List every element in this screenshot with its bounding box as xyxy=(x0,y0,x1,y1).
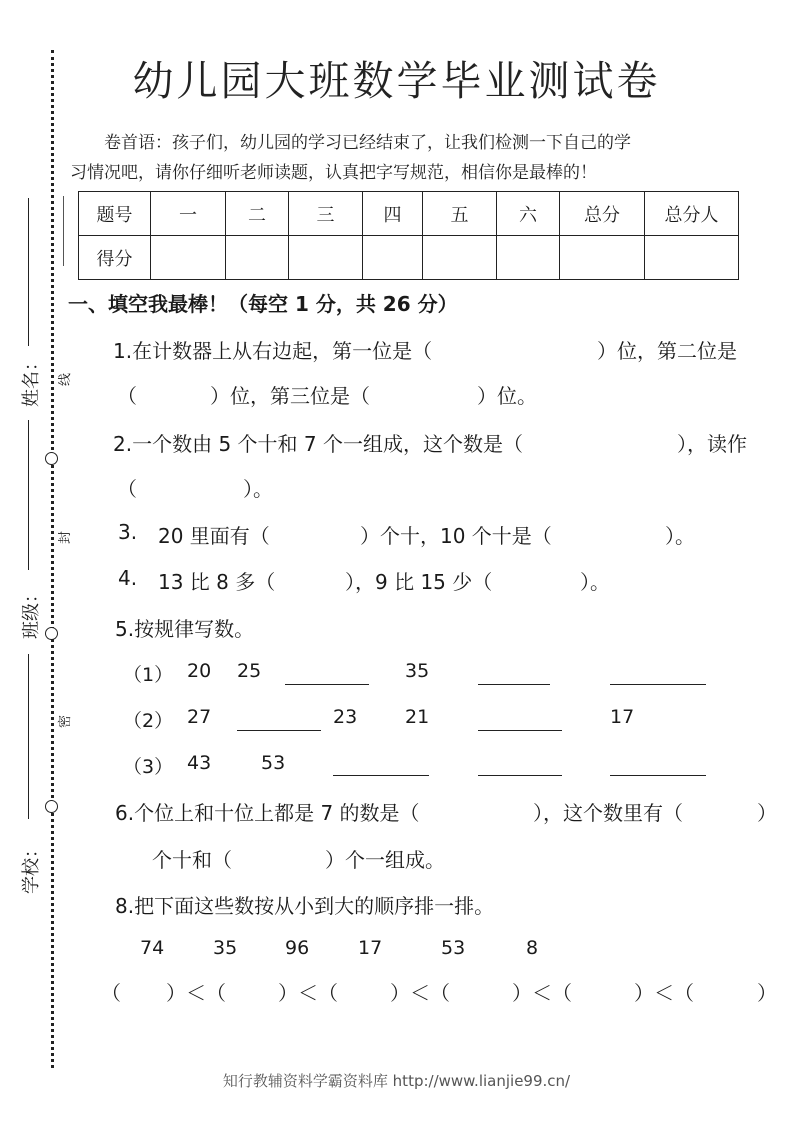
footer-watermark: 知行教辅资料学霸资料库 http://www.lianjie99.cn/ xyxy=(222,1072,571,1090)
q8-less-than: ）＜（ xyxy=(390,981,450,1005)
q5-row3-blank[interactable] xyxy=(333,775,429,776)
intro-line-2: 习情况吧，请你仔细听老师读题，认真把字写规范，相信你是最棒的！ xyxy=(70,163,597,183)
table-header-cell: 题号 xyxy=(79,192,151,236)
name-label: 姓名： xyxy=(21,353,42,407)
q2-part-b: ），读作 xyxy=(677,432,747,456)
school-label: 学校： xyxy=(21,840,42,894)
binding-hole-2 xyxy=(45,627,58,640)
q3-part-a: 20 里面有（ xyxy=(158,524,270,548)
binding-mark-feng: 封 xyxy=(58,530,73,544)
q5-row1-blank[interactable] xyxy=(610,684,706,685)
q1-part-b: ）位，第二位是 xyxy=(597,339,737,363)
class-field-line[interactable] xyxy=(28,420,29,570)
table-header-cell: 二 xyxy=(226,192,289,236)
name-field-line[interactable] xyxy=(28,198,29,346)
score-cell[interactable] xyxy=(560,236,645,280)
score-table-score-row xyxy=(79,236,739,280)
q4-part-b: ），9 比 15 少（ xyxy=(345,570,493,594)
page-title: 幼儿园大班数学毕业测试卷 xyxy=(132,57,661,105)
q8-number: 96 xyxy=(285,937,310,959)
q3-part-b: ）个十，10 个十是（ xyxy=(360,524,552,548)
q5-title: 5.按规律写数。 xyxy=(115,617,255,641)
score-cell[interactable] xyxy=(151,236,226,280)
q8-less-than: ）＜（ xyxy=(278,981,338,1005)
table-header-cell: 总分 xyxy=(560,192,645,236)
q5-row1-value: 25 xyxy=(237,660,262,682)
q1-part-d: ）位，第三位是（ xyxy=(210,384,370,408)
q6-part-c: ） xyxy=(757,801,777,825)
q5-row1-value: 35 xyxy=(405,660,430,682)
score-cell[interactable] xyxy=(363,236,423,280)
q5-row2-value: 21 xyxy=(405,706,430,728)
q5-row3-label: （3） xyxy=(123,756,174,778)
q5-row2-label: （2） xyxy=(123,710,174,732)
q5-row2-blank[interactable] xyxy=(237,730,321,731)
binding-dotted-line xyxy=(51,50,54,1068)
q8-close-paren: ） xyxy=(757,981,777,1005)
q8-title: 8.把下面这些数按从小到大的顺序排一排。 xyxy=(115,894,495,918)
q5-row3-value: 53 xyxy=(261,752,286,774)
binding-mark-mi: 密 xyxy=(58,714,73,728)
q5-row1-blank[interactable] xyxy=(285,684,369,685)
binding-hole-3 xyxy=(45,800,58,813)
q5-row3-blank[interactable] xyxy=(610,775,706,776)
q8-less-than: ）＜（ xyxy=(512,981,572,1005)
q4-number: 4. xyxy=(118,566,138,590)
score-table-header-row xyxy=(79,192,739,236)
table-header-cell: 三 xyxy=(289,192,363,236)
table-bracket xyxy=(63,196,72,266)
q1-part-e: ）位。 xyxy=(477,384,537,408)
class-label: 班级： xyxy=(21,585,42,639)
q5-row2-blank[interactable] xyxy=(478,730,562,731)
q5-row1-value: 20 xyxy=(187,660,212,682)
q8-open-paren: （ xyxy=(101,981,121,1005)
table-header-cell: 五 xyxy=(423,192,497,236)
table-header-cell: 六 xyxy=(497,192,560,236)
q8-number: 17 xyxy=(358,937,383,959)
intro-line-1: 卷首语：孩子们，幼儿园的学习已经结束了，让我们检测一下自己的学 xyxy=(104,133,631,153)
q8-number: 8 xyxy=(526,937,539,959)
q8-less-than: ）＜（ xyxy=(634,981,694,1005)
score-cell[interactable] xyxy=(423,236,497,280)
q2-part-c: （ xyxy=(117,477,137,501)
q5-row2-value: 27 xyxy=(187,706,212,728)
table-header-cell: 四 xyxy=(363,192,423,236)
q6-part-e: ）个一组成。 xyxy=(325,848,445,872)
q8-number: 53 xyxy=(441,937,466,959)
table-header-cell: 一 xyxy=(151,192,226,236)
binding-hole-1 xyxy=(45,452,58,465)
section-1-title: 一、填空我最棒！（每空 1 分，共 26 分） xyxy=(68,292,458,316)
score-cell[interactable] xyxy=(226,236,289,280)
q3-number: 3. xyxy=(118,520,138,544)
q1-part-c: （ xyxy=(117,384,137,408)
q5-row3-blank[interactable] xyxy=(478,775,562,776)
q8-less-than: ）＜（ xyxy=(166,981,226,1005)
school-field-line[interactable] xyxy=(28,654,29,819)
q4-part-c: ）。 xyxy=(580,570,610,594)
q6-part-d: 个十和（ xyxy=(152,848,232,872)
table-header-cell: 总分人 xyxy=(645,192,739,236)
score-cell[interactable] xyxy=(497,236,560,280)
q6-part-b: ），这个数里有（ xyxy=(533,801,683,825)
score-row-label: 得分 xyxy=(79,236,151,280)
q2-part-d: ）。 xyxy=(243,477,273,501)
q5-row1-label: （1） xyxy=(123,664,174,686)
q8-number: 74 xyxy=(140,937,165,959)
q5-row2-value: 17 xyxy=(610,706,635,728)
score-cell[interactable] xyxy=(645,236,739,280)
q6-part-a: 6.个位上和十位上都是 7 的数是（ xyxy=(115,801,420,825)
q3-part-c: ）。 xyxy=(665,524,695,548)
q4-part-a: 13 比 8 多（ xyxy=(158,570,276,594)
binding-mark-xian: 线 xyxy=(58,372,73,386)
q2-part-a: 2.一个数由 5 个十和 7 个一组成，这个数是（ xyxy=(113,432,523,456)
score-table xyxy=(78,191,739,280)
q1-part-a: 1.在计数器上从右边起，第一位是（ xyxy=(113,339,433,363)
q5-row2-value: 23 xyxy=(333,706,358,728)
q5-row3-value: 43 xyxy=(187,752,212,774)
score-cell[interactable] xyxy=(289,236,363,280)
q5-row1-blank[interactable] xyxy=(478,684,550,685)
q8-number: 35 xyxy=(213,937,238,959)
